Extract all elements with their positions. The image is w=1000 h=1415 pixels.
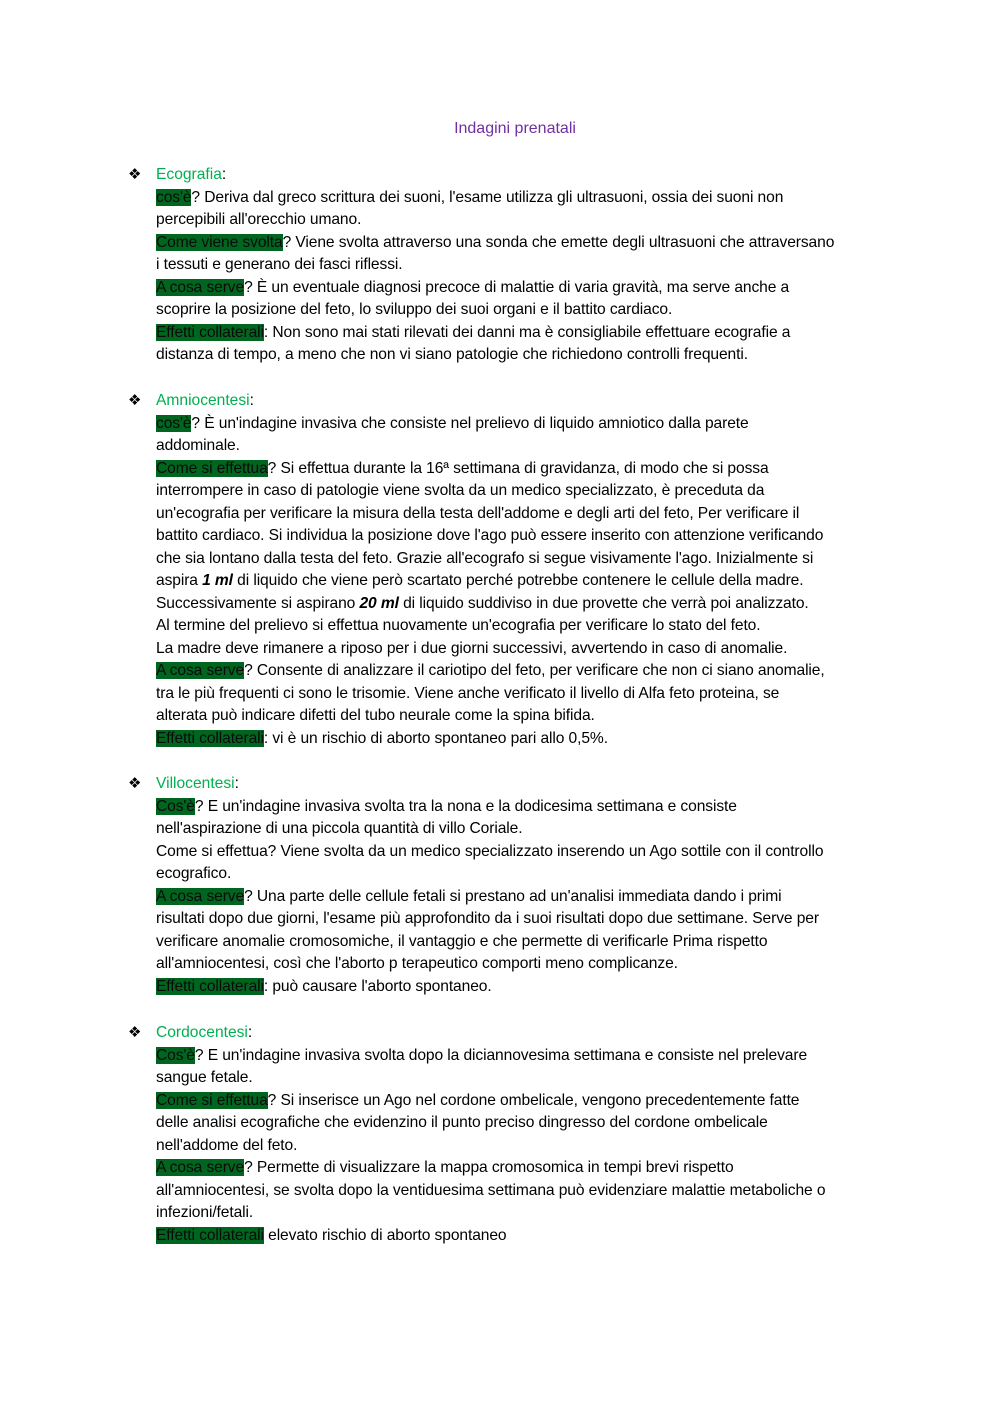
line-text: addominale.: [156, 437, 240, 454]
line-text: risultati dopo due giorni, l'esame più approfondito da i suoi risultati dopo due settimane. Serve per: [156, 910, 819, 927]
section-heading: [156, 1022, 908, 1045]
text-line: [156, 322, 908, 345]
text-line: [156, 593, 908, 616]
line-text: ? Una parte delle cellule fetali si prestano ad un'analisi immediata dando i primi: [244, 887, 782, 905]
line-text: infezioni/fetali.: [156, 1204, 254, 1221]
line-text: Successivamente si aspirano: [156, 594, 360, 612]
line-text: all'amniocentesi, se svolta dopo la ventiduesima settimana può evidenziare malattie metaboliche o: [156, 1181, 826, 1199]
section-cordocentesi: [128, 1022, 908, 1247]
line-text: : può causare l'aborto spontaneo.: [263, 977, 492, 995]
text-line: [156, 413, 908, 436]
line-text: battito cardiaco. Si individua la posizione dove l'ago può essere inserito con attenzione verificando: [156, 527, 824, 544]
highlighted-label: Cos'è: [156, 1046, 195, 1064]
section-name: Amniocentesi: [156, 392, 250, 409]
text-line: [156, 525, 908, 548]
text-line: [156, 299, 908, 322]
line-text: ? Si effettua durante la 16ª settimana di gravidanza, di modo che si possa: [267, 459, 769, 477]
line-text: all'amniocentesi, così che l'aborto p terapeutico comporti meno complicanze.: [156, 955, 678, 972]
text-line: [156, 908, 908, 931]
line-text: Come si effettua? Viene svolta da un medico specializzato inserendo un Ago sottile con il controllo: [156, 842, 824, 860]
text-line: [156, 1067, 908, 1090]
text-line: [156, 458, 908, 481]
highlighted-label: cos'è: [156, 414, 192, 432]
text-line: [156, 660, 908, 683]
highlighted-label: Effetti collaterali: [156, 729, 264, 747]
line-text: ? Deriva dal greco scrittura dei suoni, l'esame utilizza gli ultrasuoni, ossia dei suoni non: [191, 188, 784, 206]
highlighted-label: Cos'è: [156, 797, 195, 815]
highlighted-label: Effetti collaterali: [156, 323, 264, 341]
line-text: ? È un'indagine invasiva che consiste nel prelievo di liquido amniotico dalla parete: [191, 414, 749, 432]
document-title: Indagini prenatali: [454, 120, 576, 137]
text-line: [156, 796, 908, 819]
line-text: ? E un'indagine invasiva svolta tra la nona e la dodicesima settimana e consiste: [194, 797, 737, 815]
line-text: di liquido suddiviso in due provette che verrà poi analizzato.: [398, 594, 809, 612]
line-text: ecografico.: [156, 865, 232, 882]
line-text: elevato rischio di aborto spontaneo: [263, 1226, 507, 1244]
text-line: [156, 1112, 908, 1135]
text-line: [156, 570, 908, 593]
section-body: [156, 1045, 908, 1248]
line-text: ? Permette di visualizzare la mappa cromosomica in tempi brevi rispetto: [244, 1159, 734, 1176]
line-text: verificare anomalie cromosomiche, il vantaggio e che permette di verificarle Prima rispetto: [156, 932, 768, 950]
text-line: [156, 503, 908, 526]
section-colon: :: [247, 1024, 253, 1041]
text-line: [156, 931, 908, 954]
section-colon: :: [249, 392, 254, 409]
text-line: [156, 683, 908, 706]
text-line: [156, 615, 908, 638]
line-text: di liquido che viene però scartato perché potrebbe contenere le cellule della madre.: [232, 572, 804, 589]
line-text: alterata può indicare difetti del tubo neurale come la spina bifida.: [156, 707, 595, 724]
line-text: distanza di tempo, a meno che non vi siano patologie che richiedono controlli frequenti.: [156, 346, 748, 363]
section-ecografia: [128, 164, 908, 367]
line-text: ? E un'indagine invasiva svolta dopo la diciannovesima settimana e consiste nel prelevare: [194, 1046, 808, 1064]
bullet-icon: ❖: [128, 774, 142, 792]
line-text: delle analisi ecografiche che evidenzino il punto preciso dingresso del cordone ombelicale: [156, 1114, 768, 1131]
text-line: [156, 728, 908, 751]
text-line: [156, 1090, 908, 1113]
line-text: che sia lontano dalla testa del feto. Grazie all'ecografo si segue visivamente l'ago. Inizialmente si: [156, 549, 814, 567]
section-villocentesi: [128, 773, 908, 998]
section-name: Villocentesi: [156, 775, 235, 792]
text-line: [156, 209, 908, 232]
highlighted-label: Come viene svolta: [156, 233, 283, 251]
text-line: [156, 841, 908, 864]
line-text: Al termine del prelievo si effettua nuovamente un'ecografia per verificare lo stato del feto.: [156, 617, 761, 634]
section-heading: [156, 773, 908, 796]
text-line: [156, 1180, 908, 1203]
line-text: : vi è un rischio di aborto spontaneo pari allo 0,5%.: [263, 729, 608, 747]
line-text: nell'addome del feto.: [156, 1136, 298, 1154]
text-line: [156, 863, 908, 886]
highlighted-label: A cosa serve: [156, 887, 245, 905]
line-text: ? Consente di analizzare il cariotipo del feto, per verificare che non ci siano anomalie,: [244, 662, 825, 679]
text-line: [156, 435, 908, 458]
text-line: [156, 638, 908, 661]
emphasis-quantity: 1 ml: [202, 572, 233, 589]
line-text: sangue fetale.: [156, 1069, 253, 1086]
highlighted-label: Come si effettua: [156, 1091, 268, 1109]
text-line: [156, 277, 908, 300]
text-line: [156, 344, 908, 367]
section-body: [156, 413, 908, 751]
line-text: La madre deve rimanere a riposo per i due giorni successivi, avvertendo in caso di anomalie.: [156, 639, 788, 657]
highlighted-label: A cosa serve: [156, 1159, 245, 1176]
text-line: [156, 705, 908, 728]
section-body: [156, 796, 908, 999]
section-colon: :: [221, 166, 227, 183]
section-heading: [156, 390, 908, 413]
line-text: scoprire la posizione del feto, lo sviluppo dei suoi organi e il battito cardiaco.: [156, 301, 673, 318]
highlighted-label: A cosa serve: [156, 662, 245, 679]
line-text: percepibili all'orecchio umano.: [156, 211, 362, 228]
text-line: [156, 232, 908, 255]
highlighted-label: Effetti collaterali: [156, 977, 264, 995]
line-text: : Non sono mai stati rilevati dei danni ma è consigliabile effettuare ecografie a: [263, 323, 791, 341]
text-line: [156, 818, 908, 841]
section-colon: :: [234, 775, 239, 792]
bullet-icon: ❖: [128, 165, 142, 183]
text-line: [156, 187, 908, 210]
highlighted-label: cos'è: [156, 188, 192, 206]
text-line: [156, 480, 908, 503]
text-line: [156, 886, 908, 909]
section-body: [156, 187, 908, 367]
emphasis-quantity: 20 ml: [359, 594, 399, 612]
highlighted-label: A cosa serve: [156, 278, 245, 296]
highlighted-label: Effetti collaterali: [156, 1226, 264, 1244]
text-line: [156, 1045, 908, 1068]
line-text: un'ecografia per verificare la misura della testa dell'addome e degli arti del feto, Per verificare il: [156, 504, 800, 522]
bullet-icon: ❖: [128, 1023, 142, 1041]
line-text: interrompere in caso di patologie viene svolta da un medico specializzato, è preceduta da: [156, 482, 765, 499]
text-line: [156, 1135, 908, 1158]
text-line: [156, 1225, 908, 1248]
text-line: [156, 548, 908, 571]
section-amniocentesi: [128, 390, 908, 750]
text-line: [156, 254, 908, 277]
text-line: [156, 1202, 908, 1225]
line-text: tra le più frequenti ci sono le trisomie. Viene anche verificato il livello di Alfa feto proteina, se: [156, 684, 780, 702]
section-heading: [156, 164, 908, 187]
section-name: Cordocentesi: [156, 1024, 248, 1041]
line-text: ? Viene svolta attraverso una sonda che emette degli ultrasuoni che attraversano: [282, 233, 835, 251]
text-line: [156, 1157, 908, 1180]
section-name: Ecografia: [156, 166, 222, 183]
line-text: aspira: [156, 572, 203, 589]
line-text: ? È un eventuale diagnosi precoce di malattie di varia gravità, ma serve anche a: [244, 278, 790, 296]
line-text: ? Si inserisce un Ago nel cordone ombelicale, vengono precedentemente fatte: [267, 1091, 800, 1109]
text-line: [156, 976, 908, 999]
line-text: nell'aspirazione di una piccola quantità di villo Coriale.: [156, 820, 523, 837]
highlighted-label: Come si effettua: [156, 459, 268, 477]
text-line: [156, 953, 908, 976]
bullet-icon: ❖: [128, 391, 142, 409]
line-text: i tessuti e generano dei fasci riflessi.: [156, 256, 403, 273]
